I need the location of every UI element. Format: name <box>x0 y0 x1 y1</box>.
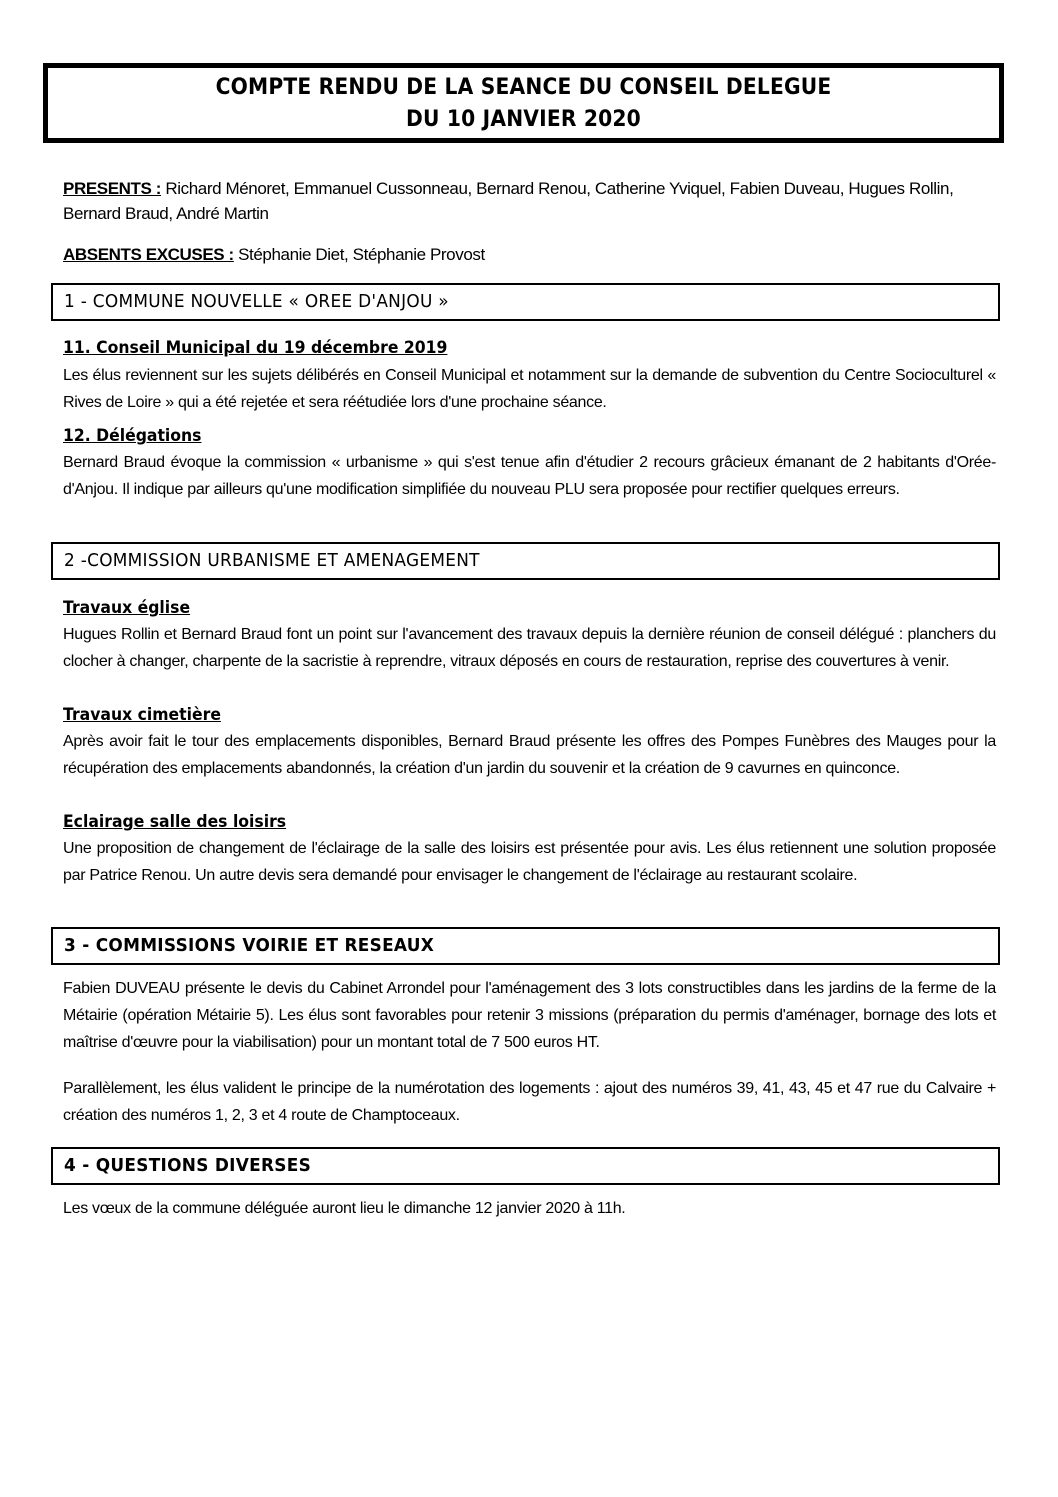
section-heading-3: 3 - COMMISSIONS VOIRIE ET RESEAUX <box>64 935 435 956</box>
absent-list <box>63 242 1003 267</box>
paragraph-numerotation: Parallèlement, les élus valident le principe de la numérotation des logements : ajout des numéros 39, 41, 43, 45 et 47 rue du Calvaire + création des numéros 1, 2, 3 et 4 route de Champtoceaux. <box>63 1080 996 1124</box>
paragraph-travaux-eglise: Hugues Rollin et Bernard Braud font un point sur l'avancement des travaux depuis la dernière réunion de conseil délégué : planchers du clocher à changer, charpente de la sacristie à reprendre, vitraux déposés en cours de restauration, reprise des couvertures à venir. <box>63 626 996 670</box>
subheading-travaux-eglise: Travaux église <box>63 598 191 618</box>
present-label: PRESENTS : <box>63 179 162 198</box>
section-heading-box-1 <box>51 283 1000 321</box>
subheading-eclairage: Eclairage salle des loisirs <box>63 812 287 832</box>
section-heading-box-4 <box>51 1147 1000 1185</box>
paragraph-travaux-cimetiere: Après avoir fait le tour des emplacements disponibles, Bernard Braud présente les offres des Pompes Funèbres des Mauges pour la récupération des emplacements abandonnés, la création d'un jardin du souvenir et la création de 9 cavurnes en quinconce. <box>63 733 996 777</box>
document-title: COMPTE RENDU DE LA SEANCE DU CONSEIL DELEGUE <box>215 75 832 100</box>
paragraph-questions-diverses: Les vœux de la commune déléguée auront lieu le dimanche 12 janvier 2020 à 11h. <box>63 1200 626 1217</box>
section-heading-2: 2 -COMMISSION URBANISME ET AMENAGEMENT <box>64 550 480 571</box>
section-heading-1: 1 - COMMUNE NOUVELLE « OREE D'ANJOU » <box>64 291 449 312</box>
paragraph-delegations: Bernard Braud évoque la commission « urbanisme » qui s'est tenue afin d'étudier 2 recours grâcieux émanant de 2 habitants d'Orée-d'Anjou. Il indique par ailleurs qu'une modification simplifiée du nouveau PLU sera proposée pour rectifier quelques erreurs. <box>63 454 996 498</box>
subheading-travaux-cimetiere: Travaux cimetière <box>63 705 221 725</box>
section-heading-box-2 <box>51 542 1000 580</box>
title-box <box>43 63 1004 143</box>
document-date: DU 10 JANVIER 2020 <box>406 107 641 132</box>
section-heading-4: 4 - QUESTIONS DIVERSES <box>64 1155 312 1176</box>
absent-label: ABSENTS EXCUSES : <box>63 245 234 264</box>
section-heading-box-3 <box>51 927 1000 965</box>
absent-names: Stéphanie Diet, Stéphanie Provost <box>233 245 485 264</box>
paragraph-voirie-devis: Fabien DUVEAU présente le devis du Cabinet Arrondel pour l'aménagement des 3 lots constructibles dans les jardins de la ferme de la Métairie (opération Métairie 5). Les élus sont favorables pour retenir 3 missions (préparation du permis d'aménager, bornage des lots et maîtrise d'œuvre pour la viabilisation) pour un montant total de 7 500 euros HT. <box>63 980 996 1051</box>
paragraph-conseil-municipal: Les élus reviennent sur les sujets délibérés en Conseil Municipal et notamment sur la demande de subvention du Centre Socioculturel « Rives de Loire » qui a été rejetée et sera réétudiée lors d'une prochaine séance. <box>63 367 996 411</box>
present-names: Richard Ménoret, Emmanuel Cussonneau, Bernard Renou, Catherine Yviquel, Fabien Duveau, Hugues Rollin, Bernard Braud, André Martin <box>63 179 954 223</box>
subheading-delegations: 12. Délégations <box>63 426 202 446</box>
paragraph-eclairage: Une proposition de changement de l'éclairage de la salle des loisirs est présentée pour avis. Les élus retiennent une solution proposée par Patrice Renou. Un autre devis sera demandé pour envisager le changement de l'éclairage au restaurant scolaire. <box>63 840 996 884</box>
present-list <box>63 176 1003 226</box>
subheading-conseil-municipal: 11. Conseil Municipal du 19 décembre 2019 <box>63 338 448 358</box>
